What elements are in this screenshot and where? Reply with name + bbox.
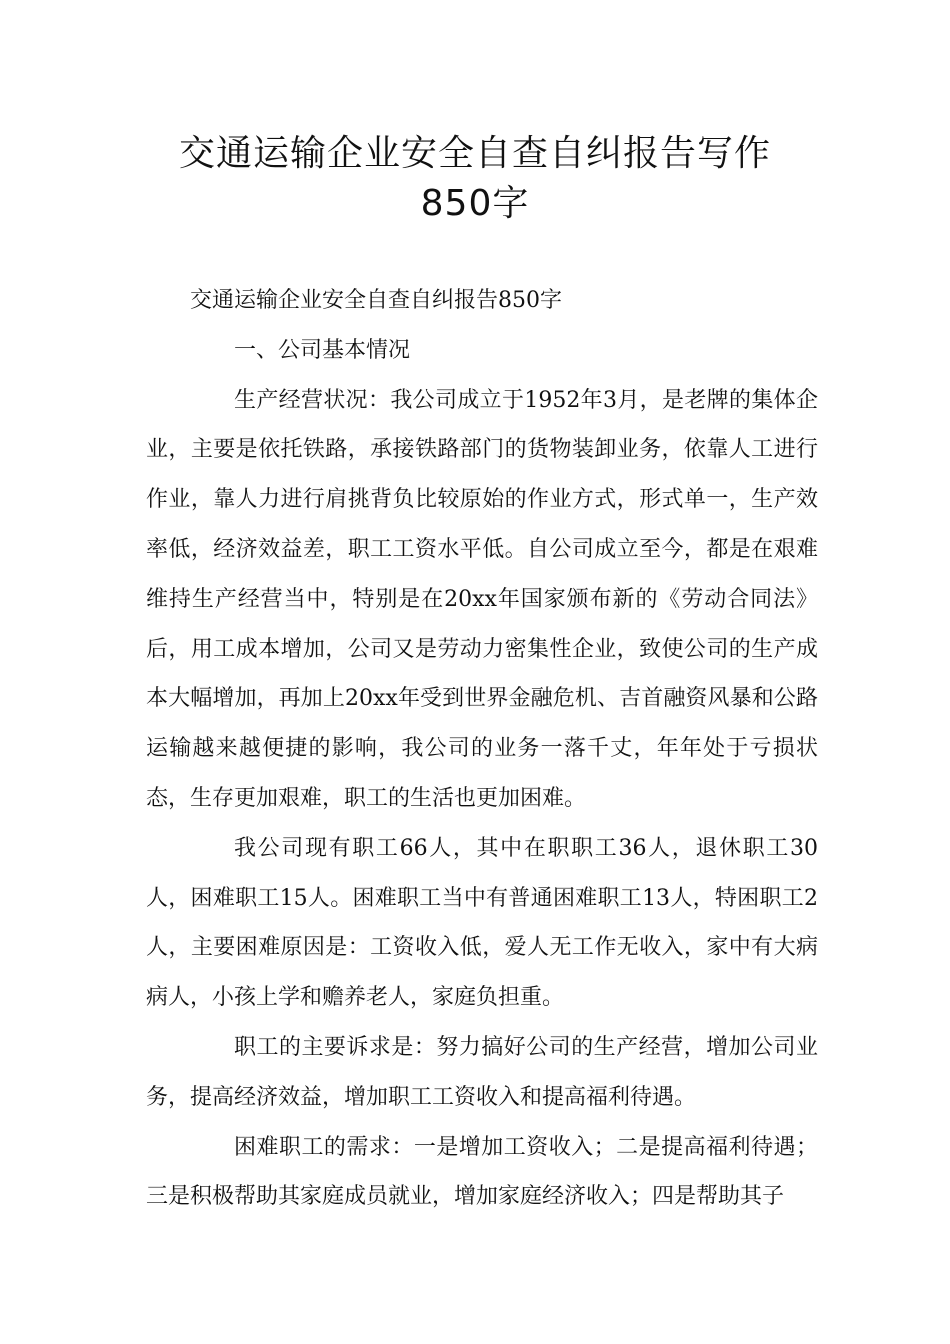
- body-paragraph: 职工的主要诉求是：努力搞好公司的生产经营，增加公司业务，提高经济效益，增加职工工资收入和提高福利待遇。: [146, 1034, 818, 1110]
- document-body: [146, 276, 818, 1222]
- body-paragraph: 我公司现有职工66人，其中在职职工36人，退休职工30人，困难职工15人。困难职工当中有普通困难职工13人，特困职工2人，主要困难原因是：工资收入低，爱人无工作无收入，家中有大病病人，小孩上学和赡养老人，家庭负担重。: [146, 835, 818, 1011]
- section-heading: 一、公司基本情况: [234, 337, 411, 363]
- document-title-line-2: 850字: [420, 183, 530, 224]
- body-paragraph: 生产经营状况：我公司成立于1952年3月，是老牌的集体企业，主要是依托铁路，承接铁路部门的货物装卸业务，依靠人工进行作业，靠人力进行肩挑背负比较原始的作业方式，形式单一，生产效率低，经济效益差，职工工资水平低。自公司成立至今，都是在艰难维持生产经营当中，特别是在20xx年国家颁布新的《劳动合同法》后，用工成本增加，公司又是劳动力密集性企业，致使公司的生产成本大幅增加，再加上20xx年受到世界金融危机、吉首融资风暴和公路运输越来越便捷的影响，我公司的业务一落千丈，年年处于亏损状态，生存更加艰难，职工的生活也更加困难。: [146, 387, 818, 811]
- document-title-line-1: 交通运输企业安全自查自纠报告写作: [178, 133, 771, 174]
- subtitle-paragraph: 交通运输企业安全自查自纠报告850字: [190, 288, 562, 313]
- body-paragraph: 困难职工的需求：一是增加工资收入；二是提高福利待遇；三是积极帮助其家庭成员就业，增加家庭经济收入；四是帮助其子: [146, 1134, 818, 1210]
